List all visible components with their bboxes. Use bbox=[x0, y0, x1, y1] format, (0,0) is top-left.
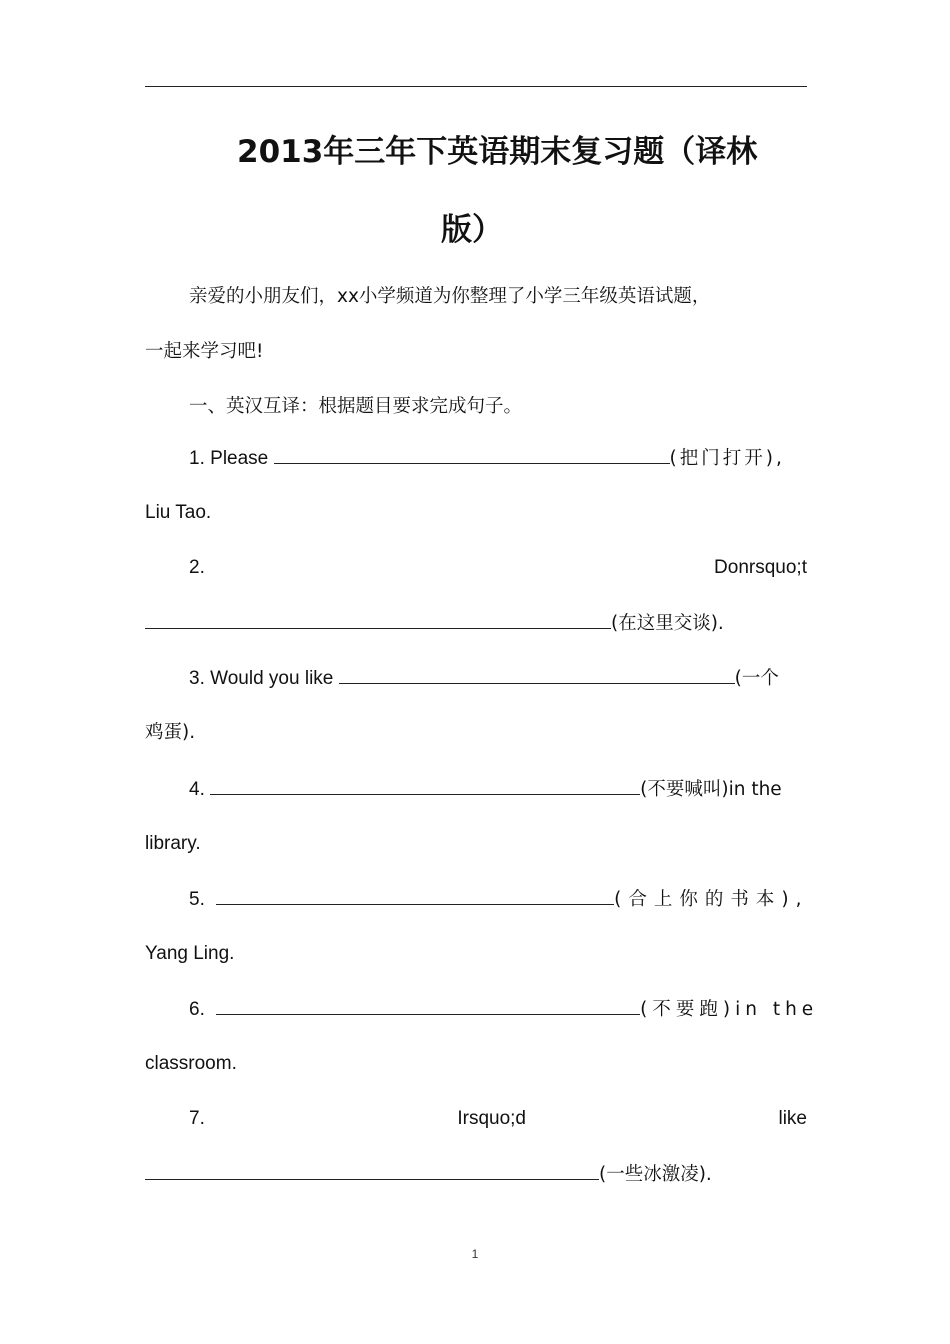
question-number: 1. bbox=[189, 448, 205, 469]
answer-blank[interactable] bbox=[274, 445, 670, 464]
question-hint: (不要跑)in the bbox=[640, 999, 819, 1020]
question-2-continuation bbox=[145, 610, 724, 637]
question-text: Please bbox=[210, 448, 269, 469]
question-3-continuation: 鸡蛋). bbox=[145, 722, 196, 743]
answer-blank[interactable] bbox=[216, 886, 614, 905]
document-title-line1: 2013年三年下英语期末复习题（译林 bbox=[237, 134, 758, 170]
question-hint: (在这里交谈). bbox=[611, 613, 724, 634]
answer-blank[interactable] bbox=[145, 1161, 599, 1180]
question-6 bbox=[189, 996, 818, 1023]
question-1-continuation: Liu Tao. bbox=[145, 502, 212, 523]
document-title-line2: 版） bbox=[441, 212, 503, 248]
intro-line2: 一起来学习吧! bbox=[145, 341, 264, 362]
answer-blank[interactable] bbox=[339, 665, 735, 684]
question-hint: (合上你的书本), bbox=[614, 889, 809, 910]
question-4 bbox=[189, 776, 782, 803]
question-number: 4. bbox=[189, 779, 205, 800]
question-number: 3. bbox=[189, 668, 205, 689]
answer-blank[interactable] bbox=[210, 776, 640, 795]
question-7 bbox=[189, 1106, 807, 1132]
question-2 bbox=[189, 555, 807, 581]
question-number: 2. bbox=[189, 557, 205, 578]
question-1 bbox=[189, 445, 785, 472]
question-hint: (一些冰激凌). bbox=[599, 1164, 712, 1185]
answer-blank[interactable] bbox=[145, 610, 611, 629]
answer-blank[interactable] bbox=[216, 996, 640, 1015]
question-number: 7. bbox=[189, 1108, 205, 1129]
question-text: Would you like bbox=[210, 668, 334, 689]
section-heading: 一、英汉互译：根据题目要求完成句子。 bbox=[189, 396, 523, 417]
question-7-continuation bbox=[145, 1161, 712, 1188]
intro-line1: 亲爱的小朋友们，xx小学频道为你整理了小学三年级英语试题， bbox=[189, 286, 711, 307]
question-hint: (把门打开), bbox=[669, 448, 785, 469]
header-rule bbox=[145, 86, 807, 87]
question-text-2: like bbox=[778, 1108, 807, 1129]
question-6-continuation: classroom. bbox=[145, 1053, 237, 1074]
question-number: 6. bbox=[189, 999, 205, 1020]
question-3 bbox=[189, 665, 779, 692]
question-hint: (一个 bbox=[734, 668, 779, 689]
question-number: 5. bbox=[189, 889, 205, 910]
question-5 bbox=[189, 886, 808, 913]
question-hint: (不要喊叫)in the bbox=[640, 779, 782, 800]
question-5-continuation: Yang Ling. bbox=[145, 943, 235, 964]
question-text: Donrsquo;t bbox=[714, 557, 807, 578]
question-text: Irsquo;d bbox=[457, 1108, 526, 1129]
page-number: 1 bbox=[471, 1247, 479, 1261]
question-4-continuation: library. bbox=[145, 833, 201, 854]
